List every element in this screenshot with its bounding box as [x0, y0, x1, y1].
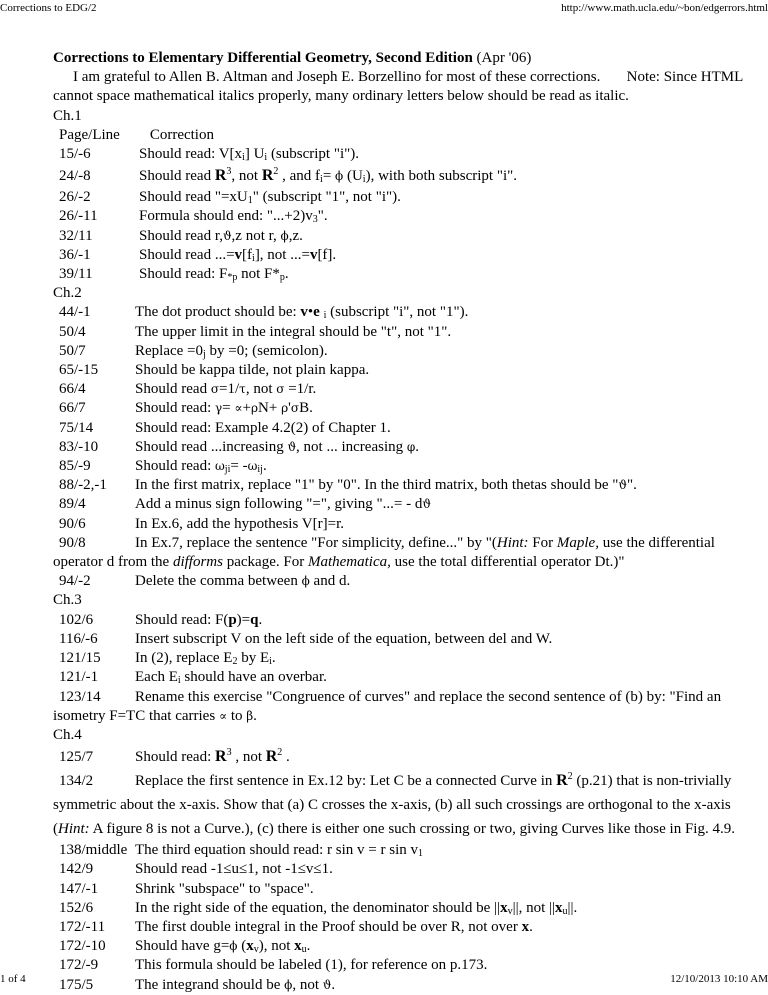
page-line-ref: 134/2 [59, 773, 94, 790]
correction-entry [53, 227, 758, 246]
page-line-ref: 90/8 [59, 534, 86, 551]
correction-text: In Ex.6, add the hypothesis V[r]=r. [135, 515, 344, 532]
correction-text: Should read: F(p)=q. [135, 611, 263, 628]
correction-entry [53, 956, 758, 975]
column-header-page-line: Page/Line [59, 126, 120, 143]
chapter-section [53, 726, 758, 995]
correction-text: Should read σ=1/τ, not σ =1/r. [135, 381, 317, 398]
page-line-ref: 39/11 [59, 266, 93, 283]
page-line-ref: 24/-8 [59, 168, 91, 185]
correction-text: Should read: $F_{*p}$ not $F*_p$. [139, 266, 289, 284]
correction-entry [53, 745, 758, 769]
correction-text: The first double integral in the Proof should be over R, not over x. [135, 918, 533, 935]
intro-acknowledgement: I am grateful to Allen B. Altman and Joseph E. Borzellino for most of these corrections. [73, 69, 601, 86]
page-line-ref: 83/-10 [59, 438, 99, 455]
correction-entry [53, 188, 758, 207]
intro-paragraph [53, 68, 758, 106]
page-line-ref: 138/middle [59, 842, 128, 859]
correction-entry [53, 164, 758, 188]
correction-entry [53, 630, 758, 649]
correction-entry [53, 438, 758, 457]
correction-text: Should read: $R^3$ , not $R^2$ . [135, 747, 290, 766]
correction-text: Rename this exercise "Congruence of curves" and replace the second sentence of (b) by: "Find an isometry F=TC that carries ∝ to β. [53, 688, 722, 724]
document-body [53, 49, 758, 995]
correction-entry [53, 880, 758, 899]
page-line-ref: 88/-2,-1 [59, 477, 107, 494]
correction-entry [53, 534, 758, 572]
correction-entry [53, 303, 758, 322]
correction-entry [53, 399, 758, 418]
page-line-ref: 26/-2 [59, 189, 91, 206]
page-line-ref: 50/7 [59, 342, 86, 359]
correction-text: Replace the first sentence in Ex.12 by: Let C be a connected Curve in $R^2$ (p.21) that is non-trivially symmetric about the x-axis. Show that (a) C crosses the x-axis, (b) all such crossings are orthogonal to the x-axis (Hint: A figure 8 is not a Curve.), (c) there is either one such crossing or two, giving Curves like those in Fig. 4.9. [53, 771, 735, 838]
correction-entry [53, 769, 758, 841]
page-line-ref: 123/14 [59, 688, 101, 705]
correction-entry [53, 611, 758, 630]
chapter-section [53, 107, 758, 285]
page-line-ref: 15/-6 [59, 146, 91, 163]
correction-entry [53, 342, 758, 361]
title-text: Corrections to Elementary Differential Geometry, Second Edition [53, 50, 473, 66]
page-line-ref: 121/15 [59, 650, 101, 667]
chapter-section [53, 284, 758, 591]
correction-text: Should read: Example 4.2(2) of Chapter 1. [135, 419, 391, 436]
correction-entry [53, 246, 758, 265]
page-line-ref: 32/11 [59, 227, 93, 244]
correction-entry [53, 649, 758, 668]
correction-text: Replace $=0_j$ by =0; (semicolon). [135, 342, 328, 360]
correction-entry [53, 380, 758, 399]
correction-entry [53, 572, 758, 591]
correction-text: Delete the comma between ϕ and d. [135, 573, 351, 590]
correction-text: This formula should be labeled (1), for reference on p.173. [135, 957, 488, 974]
correction-entry [53, 419, 758, 438]
correction-entry [53, 918, 758, 937]
column-header-correction: Correction [149, 126, 214, 143]
page-line-ref: 66/4 [59, 381, 86, 398]
page-line-ref: 172/-9 [59, 957, 99, 974]
chapter-heading: Ch.2 [53, 285, 82, 302]
correction-text: Formula should end: "$...+2)v_3$". [139, 208, 328, 226]
correction-entry [53, 265, 758, 284]
correction-text: Should read $R^3$, not $R^2$ , and $f_i= \phi$ $(U_i)$, with both subscript "i". [139, 166, 517, 186]
correction-text: Add a minus sign following "=", giving "...= - dϑ [135, 496, 431, 513]
page-line-ref: 175/5 [59, 976, 94, 993]
page-line-ref: 147/-1 [59, 880, 99, 897]
correction-text: Insert subscript V on the left side of the equation, between del and W. [135, 630, 553, 647]
print-header-title: Corrections to EDG/2 [0, 2, 97, 14]
correction-entry [53, 841, 758, 860]
correction-text: In the first matrix, replace "1" by "0". In the third matrix, both thetas should be "ϑ". [135, 477, 637, 494]
correction-entry [53, 688, 758, 726]
correction-text: Should read: $V[x_i]$ $U_i$ (subscript "i"). [139, 146, 360, 164]
correction-entry [53, 668, 758, 687]
correction-entry [53, 899, 758, 918]
correction-text: The upper limit in the integral should be "t", not "1". [135, 323, 452, 340]
column-headers [53, 126, 758, 145]
correction-text: Should read: γ= ∝+ρN+ ρ'σB. [135, 400, 313, 417]
page-line-ref: 50/4 [59, 323, 86, 340]
page-line-ref: 75/14 [59, 419, 94, 436]
print-header-url: http://www.math.ucla.edu/~bon/edgerrors.html [561, 2, 768, 14]
intro-note: Note: Since HTML cannot space mathematical italics properly, many ordinary letters below should be read as italic. [53, 69, 743, 105]
page-title [53, 49, 758, 68]
correction-entry [53, 457, 758, 476]
chapter-section [53, 591, 758, 725]
correction-entry [53, 937, 758, 956]
title-date: (Apr '06) [476, 50, 532, 66]
page-line-ref: 94/-2 [59, 573, 91, 590]
correction-entry [53, 476, 758, 495]
correction-entry [53, 207, 758, 226]
correction-text: Each $E_i$ should have an overbar. [135, 669, 327, 687]
page-line-ref: 116/-6 [59, 630, 98, 647]
correction-text: In (2), replace $E_2$ by $E_i$. [135, 650, 276, 668]
print-footer-page: 1 of 4 [0, 973, 26, 985]
correction-text: Shrink "subspace" to "space". [135, 880, 314, 897]
page-line-ref: 85/-9 [59, 458, 91, 475]
correction-entry [53, 976, 758, 995]
page-line-ref: 36/-1 [59, 246, 91, 263]
chapter-heading: Ch.4 [53, 726, 82, 743]
correction-text: In the right side of the equation, the denominator should be $||x_v||$, not $||x_u||$. [135, 899, 578, 917]
correction-entry [53, 145, 758, 164]
correction-entry [53, 495, 758, 514]
correction-text: Should read $...=v[f_i]$, not ...=v[f]. [139, 246, 337, 264]
correction-text: Should have g=ϕ $(x_v)$, not $x_u$. [135, 938, 311, 956]
page-line-ref: 26/-11 [59, 208, 98, 225]
page-line-ref: 89/4 [59, 496, 86, 513]
correction-entry [53, 323, 758, 342]
page-line-ref: 90/6 [59, 515, 86, 532]
page-line-ref: 65/-15 [59, 362, 99, 379]
corrections-list [53, 107, 758, 995]
correction-text: The dot product should be: v•e $_i$ (subscript "i", not "1"). [135, 304, 469, 322]
correction-text: The third equation should read: r sin v = r $\sin v_1$ [135, 842, 423, 860]
page-line-ref: 172/-11 [59, 918, 106, 935]
correction-text: In Ex.7, replace the sentence "For simplicity, define..." by "(Hint: For Maple, use the differential operator d from the difforms package. For Mathematica, use the total differential operator Dt.)" [53, 534, 715, 571]
chapter-heading: Ch.3 [53, 592, 82, 609]
correction-text: Should read r,ϑ,z not r, ϕ,z. [139, 227, 303, 244]
correction-entry [53, 361, 758, 380]
print-footer-datetime: 12/10/2013 10:10 AM [670, 973, 768, 985]
correction-text: Should read ...increasing ϑ, not ... increasing φ. [135, 438, 420, 455]
page-line-ref: 172/-10 [59, 938, 106, 955]
correction-text: Should read -1≤u≤1, not -1≤v≤1. [135, 861, 333, 878]
chapter-heading: Ch.1 [53, 107, 82, 124]
page-line-ref: 142/9 [59, 861, 94, 878]
correction-text: Should read: $\omega_{ji}= -\omega_{ij}$. [135, 458, 267, 476]
correction-text: The integrand should be ϕ, not ϑ. [135, 976, 336, 993]
page-line-ref: 66/7 [59, 400, 86, 417]
page-line-ref: 125/7 [59, 749, 94, 766]
page-line-ref: 44/-1 [59, 304, 91, 321]
page-line-ref: 152/6 [59, 899, 94, 916]
page-line-ref: 121/-1 [59, 669, 99, 686]
correction-entry [53, 860, 758, 879]
correction-text: Should read "$=xU_1$" (subscript "1", not "i"). [139, 189, 401, 207]
page-line-ref: 102/6 [59, 611, 94, 628]
correction-text: Should be kappa tilde, not plain kappa. [135, 362, 370, 379]
correction-entry [53, 515, 758, 534]
